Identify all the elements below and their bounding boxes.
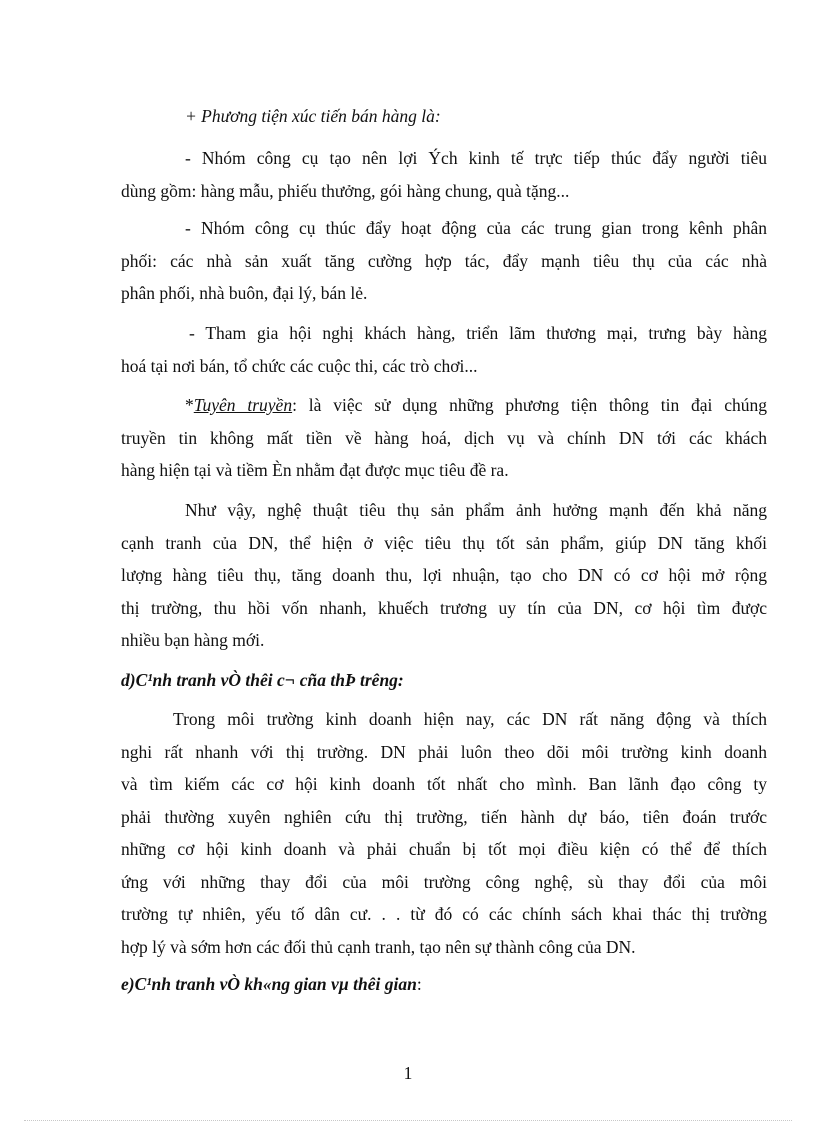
intro-heading: + Phương tiện xúc tiến bán hàng là: <box>185 106 441 126</box>
propaganda-line2: truyền tin không mất tiền về hàng hoá, dịch vụ và chính DN tới các khách <box>121 427 767 448</box>
section-heading-e <box>121 968 767 1001</box>
d-line2: nghi rất nhanh với thị trường. DN phải luôn theo dõi môi trường kinh doanh <box>121 741 767 762</box>
d-line1: Trong môi trường kinh doanh hiện nay, các DN rất năng động và thích <box>173 709 767 729</box>
d-line4: phải thường xuyên nghiên cứu thị trường, tiến hành dự báo, tiên đoán trước <box>121 806 767 827</box>
art-line2: cạnh tranh của DN, thể hiện ở việc tiêu thụ tốt sản phẩm, giúp DN tăng khối <box>121 532 767 553</box>
bullet-intermediary-tools <box>121 212 767 310</box>
art-line4: thị trường, thu hồi vốn nhanh, khuếch trương uy tín của DN, cơ hội tìm được <box>121 597 767 618</box>
bullet2-line1: - Nhóm công cụ thúc đẩy hoạt động của các trung gian trong kênh phân <box>185 218 767 238</box>
section-heading-e-text: e)C¹nh tranh vÒ kh«ng gian vµ thêi gian <box>121 974 417 994</box>
section-heading-e-colon: : <box>416 974 422 994</box>
bullet1-line2: dùng gồm: hàng mẫu, phiếu thưởng, gói hàng chung, quà tặng... <box>121 180 570 201</box>
page-number: 1 <box>403 1063 413 1083</box>
page-bottom-divider <box>24 1120 792 1121</box>
bullet-trade-fairs <box>121 317 767 382</box>
propaganda-line1-rest: : là việc sử dụng những phương tiện thông tin đại chúng <box>292 395 767 415</box>
bullet3-line1: - Tham gia hội nghị khách hàng, triển lãm thương mại, trưng bày hàng <box>189 323 767 343</box>
propaganda-term: Tuyên truyền <box>193 395 293 415</box>
propaganda-paragraph <box>121 389 767 487</box>
selling-art-paragraph <box>121 494 767 657</box>
art-line5: nhiều bạn hàng mới. <box>121 630 265 650</box>
d-line3: và tìm kiếm các cơ hội kinh doanh tốt nhất cho mình. Ban lãnh đạo công ty <box>121 774 767 794</box>
market-timing-paragraph <box>121 703 767 963</box>
bullet2-line3: phân phối, nhà buôn, đại lý, bán lẻ. <box>121 283 368 303</box>
d-line5: những cơ hội kinh doanh và phải chuẩn bị tốt mọi điều kiện có thể để thích <box>121 839 767 859</box>
bullet2-line2: phối: các nhà sản xuất tăng cường hợp tác, đẩy mạnh tiêu thụ của các nhà <box>121 250 767 271</box>
section-heading-d: d)C¹nh tranh vÒ thêi c¬ cña thÞ trêng: <box>121 670 404 690</box>
d-line6: ứng với những thay đổi của môi trường công nghệ, sù thay đổi của môi <box>121 871 767 892</box>
art-line3: lượng hàng tiêu thụ, tăng doanh thu, lợi nhuận, tạo cho DN có cơ hội mở rộng <box>121 565 767 585</box>
bullet1-line1: - Nhóm công cụ tạo nên lợi Ých kinh tế trực tiếp thúc đẩy người tiêu <box>185 148 767 168</box>
d-line8: hợp lý và sớm hơn các đối thủ cạnh tranh, tạo nên sự thành công của DN. <box>121 936 636 957</box>
asterisk: * <box>185 395 194 415</box>
bullet3-line2: hoá tại nơi bán, tổ chức các cuộc thi, các trò chơi... <box>121 355 478 376</box>
propaganda-line3: hàng hiện tại và tiềm Èn nhằm đạt được mục tiêu đề ra. <box>121 460 509 480</box>
art-line1: Như vậy, nghệ thuật tiêu thụ sản phẩm ảnh hưởng mạnh đến khả năng <box>185 500 767 520</box>
d-line7: trường tự nhiên, yếu tố dân cư. . . từ đó có các chính sách khai thác thị trường <box>121 904 767 924</box>
bullet-incentive-tools <box>121 142 767 207</box>
propaganda-line1 <box>121 389 767 422</box>
